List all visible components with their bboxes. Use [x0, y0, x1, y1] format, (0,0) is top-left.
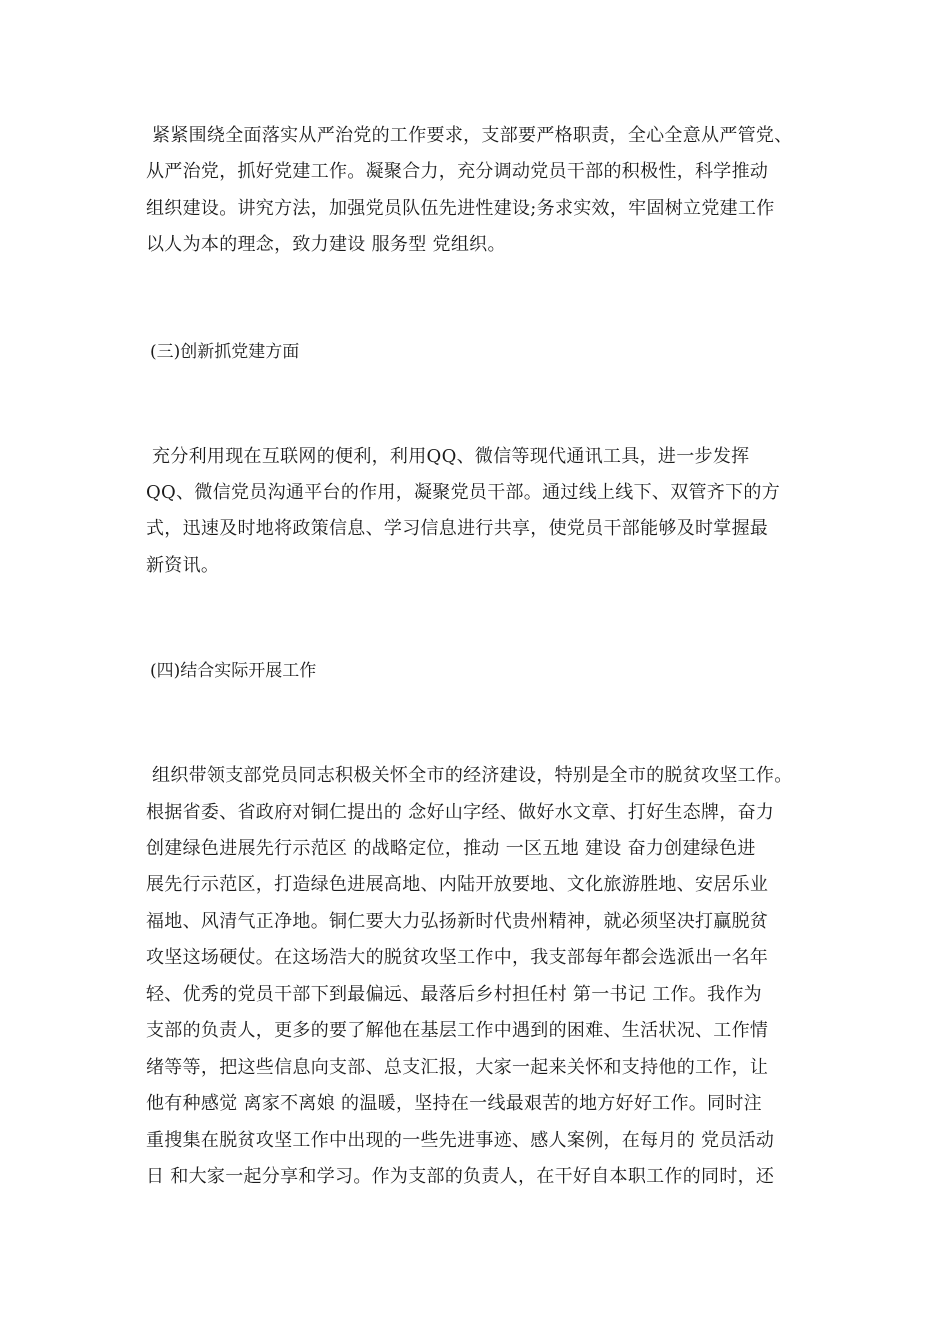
paragraph-2-line: QQ、微信党员沟通平台的作用，凝聚党员干部。通过线上线下、双管齐下的方	[146, 482, 781, 503]
section-heading-4: (四)结合实际开展工作	[150, 661, 317, 681]
section-heading-3: (三)创新抓党建方面	[150, 342, 300, 362]
paragraph-3-line: 攻坚这场硬仗。在这场浩大的脱贫攻坚工作中，我支部每年都会选派出一名年	[146, 947, 769, 968]
paragraph-2-line: 充分利用现在互联网的便利，利用QQ、微信等现代通讯工具，进一步发挥	[146, 446, 750, 467]
paragraph-3-line: 展先行示范区，打造绿色进展高地、内陆开放要地、文化旅游胜地、安居乐业	[146, 874, 769, 895]
paragraph-3-line: 绪等等，把这些信息向支部、总支汇报，大家一起来关怀和支持他的工作，让	[146, 1057, 769, 1078]
paragraph-3-line: 轻、优秀的党员干部下到最偏远、最落后乡村担任村 第一书记 工作。我作为	[146, 984, 762, 1005]
paragraph-3-line: 福地、风清气正净地。铜仁要大力弘扬新时代贵州精神，就必须坚决打赢脱贫	[146, 911, 769, 932]
paragraph-1-line: 紧紧围绕全面落实从严治党的工作要求，支部要严格职责，全心全意从严管党、	[146, 125, 793, 146]
paragraph-3-line: 支部的负责人，更多的要了解他在基层工作中遇到的困难、生活状况、工作情	[146, 1020, 769, 1041]
paragraph-3-line: 创建绿色进展先行示范区 的战略定位，推动 一区五地 建设 奋力创建绿色进	[146, 838, 756, 859]
paragraph-1-line: 组织建设。讲究方法，加强党员队伍先进性建设;务求实效，牢固树立党建工作	[146, 198, 775, 219]
paragraph-2-line: 式，迅速及时地将政策信息、学习信息进行共享，使党员干部能够及时掌握最	[146, 518, 769, 539]
paragraph-2-line: 新资讯。	[146, 555, 220, 576]
paragraph-1-line: 从严治党，抓好党建工作。凝聚合力，充分调动党员干部的积极性，科学推动	[146, 161, 769, 182]
paragraph-3-line: 日 和大家一起分享和学习。作为支部的负责人，在干好自本职工作的同时，还	[146, 1166, 775, 1187]
paragraph-3-line: 组织带领支部党员同志积极关怀全市的经济建设，特别是全市的脱贫攻坚工作。	[146, 765, 793, 786]
paragraph-1-line: 以人为本的理念，致力建设 服务型 党组织。	[146, 234, 506, 255]
paragraph-3-line: 根据省委、省政府对铜仁提出的 念好山字经、做好水文章、打好生态牌，奋力	[146, 802, 775, 823]
paragraph-3-line: 他有种感觉 离家不离娘 的温暖，坚持在一线最艰苦的地方好好工作。同时注	[146, 1093, 762, 1114]
paragraph-3-line: 重搜集在脱贫攻坚工作中出现的一些先进事迹、感人案例，在每月的 党员活动	[146, 1130, 775, 1151]
